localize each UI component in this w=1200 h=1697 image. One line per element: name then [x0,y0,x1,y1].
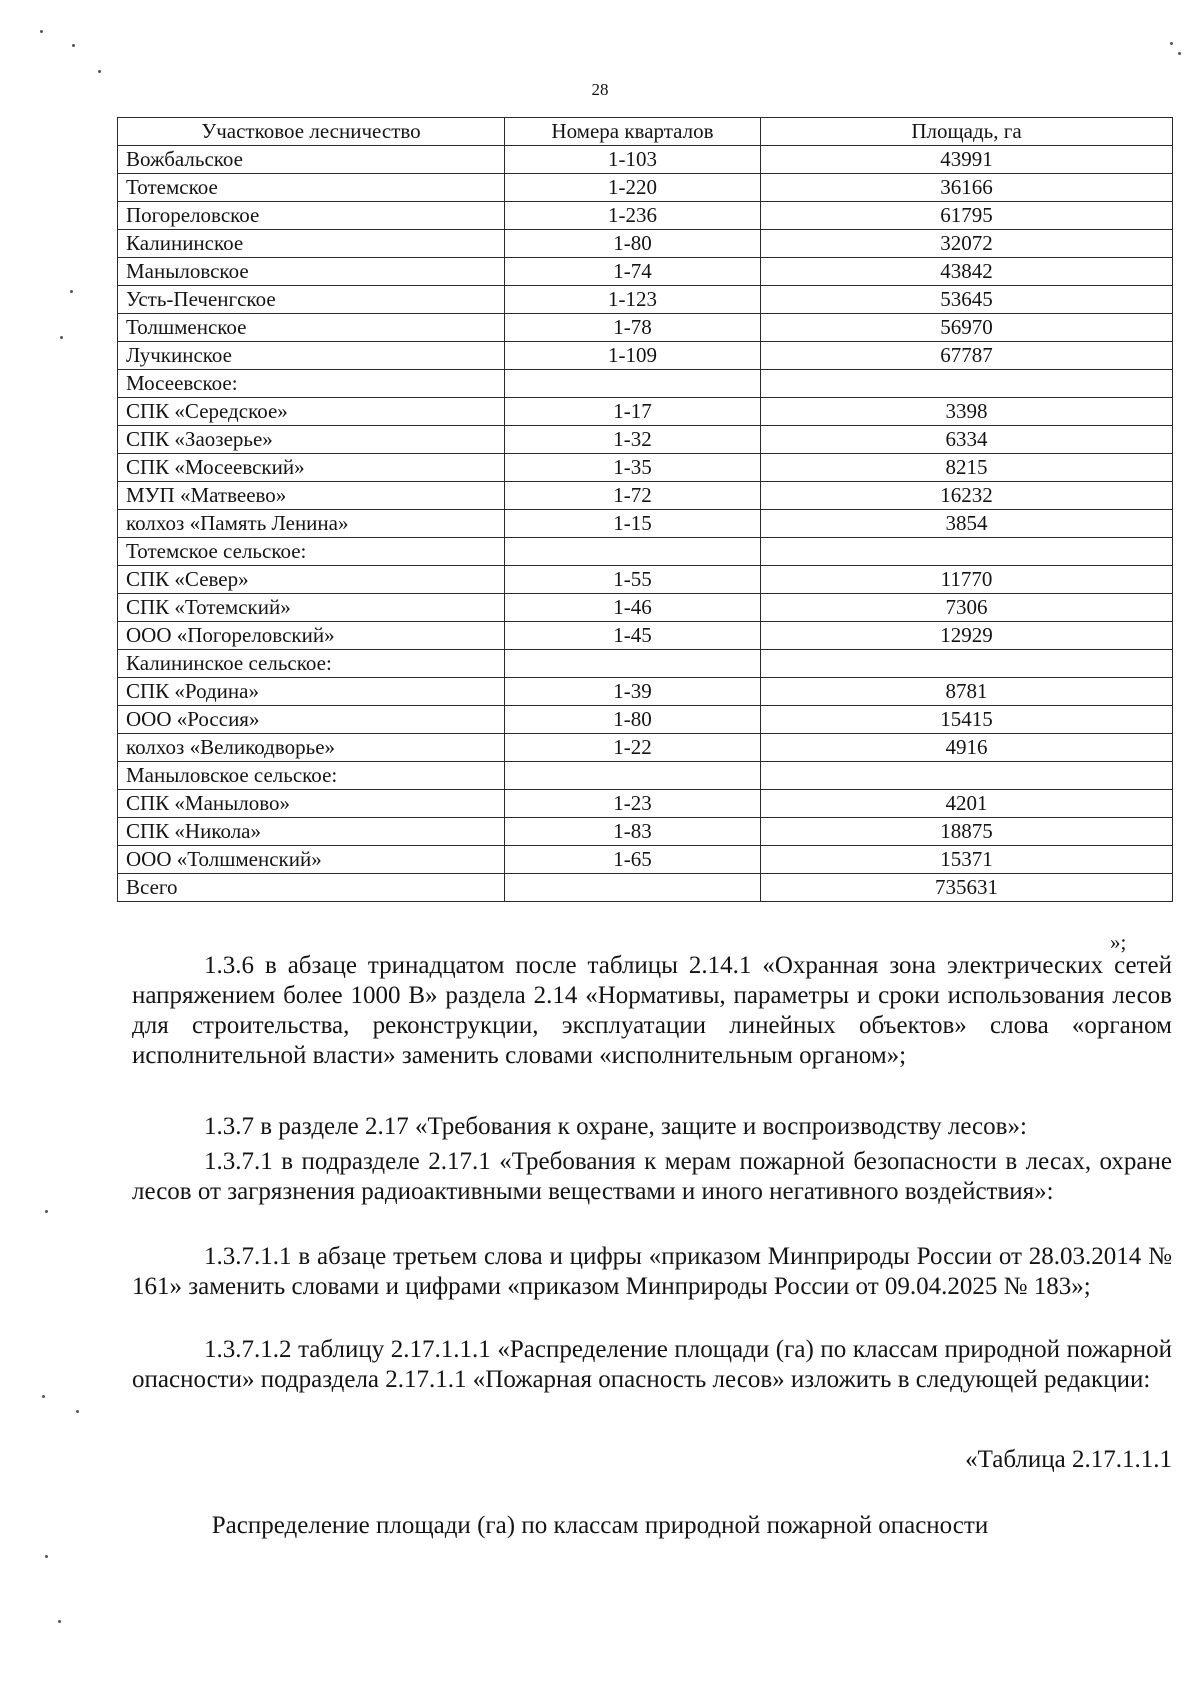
table-title: Распределение площади (га) по классам природной пожарной опасности [211,1512,989,1539]
forestry-table [117,117,1173,902]
table-row [118,846,1173,874]
cell-forestry: Вожбальское [118,146,505,174]
scan-speck [98,70,101,73]
cell-forestry: СПК «Никола» [118,818,505,846]
cell-forestry: Толшменское [118,314,505,342]
table-row [118,510,1173,538]
cell-forestry: СПК «Заозерье» [118,426,505,454]
table-row [118,594,1173,622]
table-row [118,482,1173,510]
cell-forestry: СПК «Мосеевский» [118,454,505,482]
cell-quarters: 1-83 [505,818,761,846]
cell-quarters: 1-32 [505,426,761,454]
cell-quarters: 1-35 [505,454,761,482]
cell-forestry: Лучкинское [118,342,505,370]
page-number: 28 [591,80,609,99]
cell-area: 36166 [761,174,1173,202]
cell-quarters: 1-55 [505,566,761,594]
cell-forestry: Маныловское [118,258,505,286]
cell-forestry: СПК «Середское» [118,398,505,426]
cell-area: 6334 [761,426,1173,454]
cell-forestry: Усть-Печенгское [118,286,505,314]
cell-quarters: 1-46 [505,594,761,622]
cell-area: 43991 [761,146,1173,174]
table-row [118,370,1173,398]
cell-area: 53645 [761,286,1173,314]
table-row [118,874,1173,902]
table-row [118,258,1173,286]
table-row [118,146,1173,174]
cell-forestry: Маныловское сельское: [118,762,505,790]
cell-area [761,762,1173,790]
scan-speck [70,290,73,293]
cell-quarters: 1-236 [505,202,761,230]
cell-forestry: ООО «Россия» [118,706,505,734]
cell-quarters: 1-22 [505,734,761,762]
cell-area: 43842 [761,258,1173,286]
paragraph-text: 1.3.7.1.2 таблицу 2.17.1.1.1 «Распределение площади (га) по классам природной пожарной опасности» подраздела 2.17.1.1 «Пожарная опасность лесов» изложить в следующей редакции: [132,1336,1172,1393]
cell-area: 7306 [761,594,1173,622]
table-row [118,706,1173,734]
table-row [118,454,1173,482]
cell-forestry: Мосеевское: [118,370,505,398]
cell-area: 3854 [761,510,1173,538]
paragraph-text: 1.3.7 в разделе 2.17 «Требования к охране, защите и воспроизводству лесов»: [204,1113,1027,1140]
cell-area: 67787 [761,342,1173,370]
cell-quarters [505,874,761,902]
cell-forestry: Калининское [118,230,505,258]
table-row [118,398,1173,426]
table-row [118,762,1173,790]
closing-quote: »; [1110,930,1127,954]
table-header-row [118,118,1173,146]
cell-quarters: 1-17 [505,398,761,426]
cell-quarters: 1-74 [505,258,761,286]
cell-quarters: 1-72 [505,482,761,510]
table-row [118,314,1173,342]
cell-area: 18875 [761,818,1173,846]
cell-forestry: колхоз «Память Ленина» [118,510,505,538]
cell-forestry: ООО «Погореловский» [118,622,505,650]
cell-forestry: Погореловское [118,202,505,230]
cell-forestry: СПК «Манылово» [118,790,505,818]
cell-area: 56970 [761,314,1173,342]
cell-area [761,538,1173,566]
scan-speck [42,1395,45,1398]
paragraph-text: 1.3.6 в абзаце тринадцатом после таблицы 2.14.1 «Охранная зона электрических сетей напряжением более 1000 В» раздела 2.14 «Нормативы, параметры и сроки использования лесов для строительства, реконструкции, эксплуатации линейных объектов» слова «органом исполнительной власти» заменить словами «исполнительным органом»; [132,952,1172,1069]
paragraph-1-3-7-1-2 [132,1335,1172,1395]
cell-quarters: 1-15 [505,510,761,538]
cell-quarters: 1-109 [505,342,761,370]
paragraph-1-3-7-1-1 [132,1242,1172,1302]
cell-area [761,650,1173,678]
table-row [118,818,1173,846]
cell-area: 4201 [761,790,1173,818]
table-row [118,426,1173,454]
cell-area: 32072 [761,230,1173,258]
scan-speck [1178,52,1181,55]
table-row [118,538,1173,566]
table-row [118,650,1173,678]
cell-area: 16232 [761,482,1173,510]
cell-forestry: СПК «Родина» [118,678,505,706]
scan-speck [40,30,43,33]
cell-forestry: СПК «Тотемский» [118,594,505,622]
cell-quarters [505,538,761,566]
cell-area: 4916 [761,734,1173,762]
cell-forestry: СПК «Север» [118,566,505,594]
cell-area: 15415 [761,706,1173,734]
cell-forestry: МУП «Матвеево» [118,482,505,510]
cell-quarters: 1-123 [505,286,761,314]
paragraph-1-3-7-1 [132,1147,1172,1207]
cell-quarters: 1-23 [505,790,761,818]
cell-quarters: 1-103 [505,146,761,174]
table-row [118,678,1173,706]
scan-speck [58,1620,61,1623]
cell-forestry: ООО «Толшменский» [118,846,505,874]
table-row [118,230,1173,258]
cell-forestry: Тотемское [118,174,505,202]
table-row [118,342,1173,370]
paragraph-1-3-7 [132,1112,1172,1142]
table-row [118,174,1173,202]
table-row [118,734,1173,762]
header-area: Площадь, га [761,118,1173,146]
cell-quarters [505,370,761,398]
cell-area: 3398 [761,398,1173,426]
cell-area: 11770 [761,566,1173,594]
scan-speck [60,336,63,339]
scan-speck [1170,42,1173,45]
scan-speck [72,44,75,47]
cell-quarters [505,650,761,678]
cell-quarters: 1-80 [505,706,761,734]
cell-area: 12929 [761,622,1173,650]
cell-forestry: Всего [118,874,505,902]
table-row [118,790,1173,818]
cell-forestry: Калининское сельское: [118,650,505,678]
scan-speck [45,1555,48,1558]
cell-quarters [505,762,761,790]
scan-speck [76,1410,79,1413]
table-row [118,202,1173,230]
table-row [118,622,1173,650]
paragraph-1-3-6 [132,951,1172,1071]
cell-quarters: 1-39 [505,678,761,706]
cell-area [761,370,1173,398]
cell-area: 61795 [761,202,1173,230]
cell-forestry: Тотемское сельское: [118,538,505,566]
cell-area: 8215 [761,454,1173,482]
table-row [118,566,1173,594]
scan-speck [45,1210,48,1213]
table-caption: «Таблица 2.17.1.1.1 [965,1446,1172,1473]
cell-area: 8781 [761,678,1173,706]
paragraph-text: 1.3.7.1 в подразделе 2.17.1 «Требования к мерам пожарной безопасности в лесах, охране лесов от загрязнения радиоактивными веществами и иного негативного воздействия»: [132,1148,1172,1205]
cell-area: 15371 [761,846,1173,874]
cell-quarters: 1-65 [505,846,761,874]
cell-forestry: колхоз «Великодворье» [118,734,505,762]
cell-quarters: 1-80 [505,230,761,258]
header-quarters: Номера кварталов [505,118,761,146]
cell-area: 735631 [761,874,1173,902]
header-forestry: Участковое лесничество [118,118,505,146]
table-row [118,286,1173,314]
cell-quarters: 1-78 [505,314,761,342]
cell-quarters: 1-220 [505,174,761,202]
cell-quarters: 1-45 [505,622,761,650]
paragraph-text: 1.3.7.1.1 в абзаце третьем слова и цифры «приказом Минприроды России от 28.03.2014 № 161» заменить словами и цифрами «приказом Минприроды России от 09.04.2025 № 183»; [132,1243,1172,1300]
